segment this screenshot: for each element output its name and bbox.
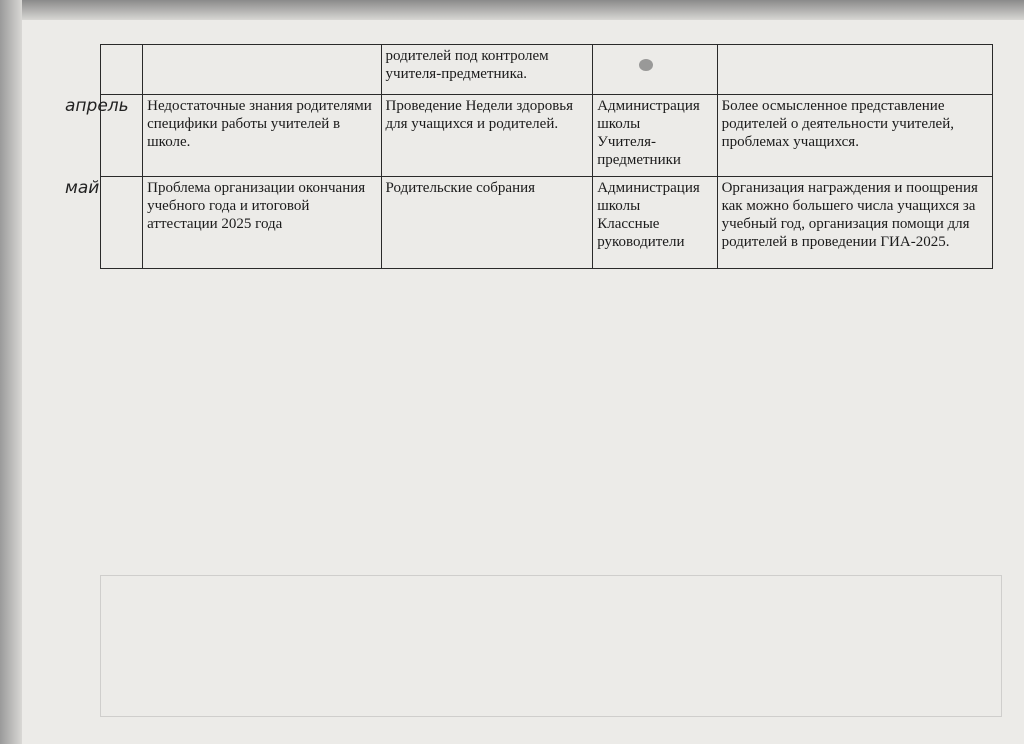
responsible-cell xyxy=(593,45,717,95)
responsible-line: Классные руководители xyxy=(597,216,685,250)
event-cell: Родительские собрания xyxy=(381,177,593,269)
responsible-line: Администрация школы xyxy=(597,180,700,214)
ink-blot xyxy=(639,59,653,71)
result-cell xyxy=(717,45,992,95)
table-row xyxy=(101,45,993,95)
problem-cell xyxy=(143,45,381,95)
table-row xyxy=(101,95,993,177)
responsible-line: Учителя-предметники xyxy=(597,134,681,168)
event-cell: Проведение Недели здоровья для учащихся и родителей. xyxy=(381,95,593,177)
month-label: апрель xyxy=(65,96,129,116)
problem-cell: Недостаточные знания родителями специфики работы учителей в школе. xyxy=(143,95,381,177)
month-label: май xyxy=(65,178,100,198)
responsible-line: Администрация школы xyxy=(597,98,700,132)
responsible-cell xyxy=(593,177,717,269)
page-top-shadow xyxy=(0,0,1024,20)
bleed-through-table xyxy=(100,575,1002,717)
table-row xyxy=(101,177,993,269)
plan-table xyxy=(65,44,993,269)
event-cell: родителей под контролем учителя-предметника. xyxy=(381,45,593,95)
month-cell xyxy=(101,45,143,95)
problem-cell: Проблема организации окончания учебного года и итоговой аттестации 2025 года xyxy=(143,177,381,269)
result-cell: Организация награждения и поощрения как можно большего числа учащихся за учебный год, организация помощи для родителей в проведении ГИА-2025. xyxy=(717,177,992,269)
result-cell: Более осмысленное представление родителей о деятельности учителей, проблемах учащихся. xyxy=(717,95,992,177)
month-cell xyxy=(65,177,143,269)
page-left-edge xyxy=(0,0,22,744)
month-cell xyxy=(65,95,143,177)
responsible-cell xyxy=(593,95,717,177)
